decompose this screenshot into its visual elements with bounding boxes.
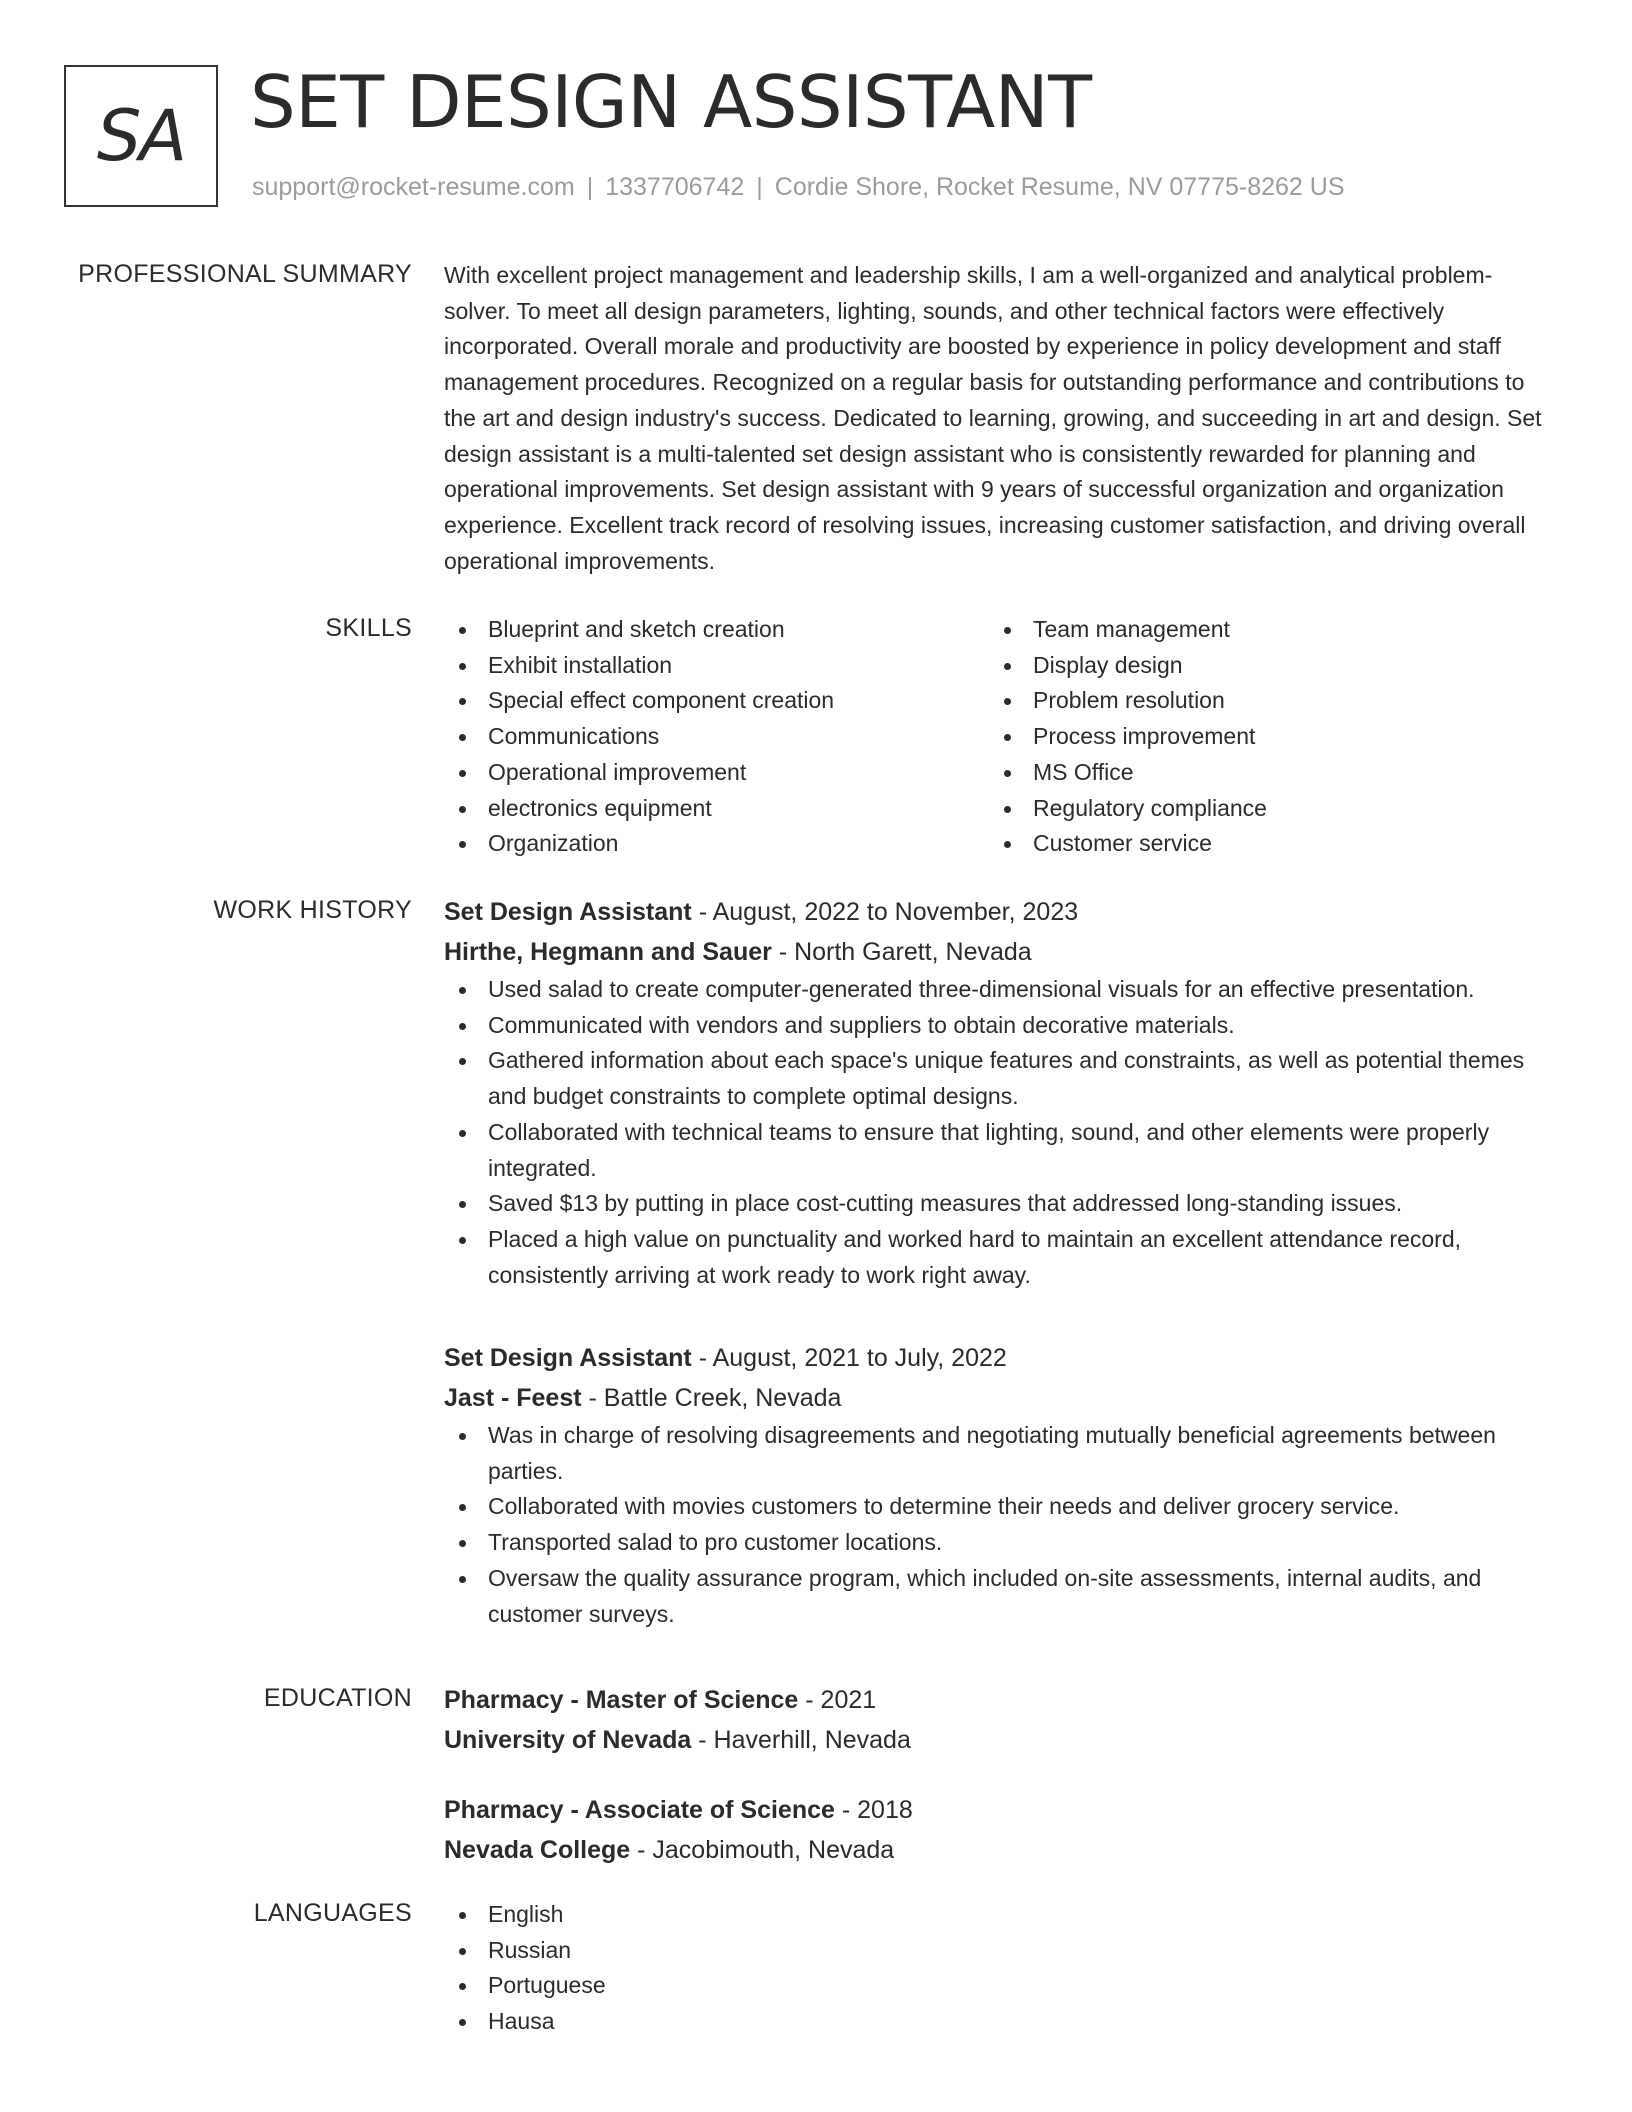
resume-title: SET DESIGN ASSISTANT [250,60,1092,144]
job-location: - North Garett, Nevada [771,938,1032,966]
languages-body [444,1897,1554,2040]
education-school-line [444,1720,1554,1760]
section-label-summary: PROFESSIONAL SUMMARY [78,260,412,288]
education-year: - 2021 [798,1686,877,1714]
skill-item: Team management [989,612,1534,648]
contact-separator: | [756,173,763,201]
skill-item: Blueprint and sketch creation [444,612,989,648]
contact-phone: 1337706742 [605,173,745,201]
job-entry [444,1338,1554,1632]
contact-address: Cordie Shore, Rocket Resume, NV 07775-8262 US [774,173,1345,201]
education-location: - Haverhill, Nevada [691,1726,911,1754]
job-company: Hirthe, Hegmann and Sauer [444,938,772,966]
languages-list [444,1897,1554,2040]
job-entry [444,892,1554,1293]
skill-item: Regulatory compliance [989,791,1534,827]
job-dates: - August, 2022 to November, 2023 [691,898,1079,926]
skills-column-left [444,612,989,862]
education-degree-line [444,1790,1554,1830]
job-bullet: Oversaw the quality assurance program, which included on-site assessments, internal audits, and customer surveys. [444,1561,1554,1632]
job-location: - Battle Creek, Nevada [581,1384,842,1412]
job-bullet: Collaborated with movies customers to determine their needs and deliver grocery service. [444,1489,1554,1525]
education-entry [444,1680,1554,1760]
skill-item: Process improvement [989,719,1534,755]
skill-item: Problem resolution [989,683,1534,719]
job-bullet: Transported salad to pro customer locations. [444,1525,1554,1561]
job-company-line [444,1378,1554,1418]
job-bullet: Collaborated with technical teams to ensure that lighting, sound, and other elements were properly integrated. [444,1115,1554,1186]
job-company-line [444,932,1554,972]
monogram-initials: SA [96,95,186,177]
skill-item: Customer service [989,826,1534,862]
job-title: Set Design Assistant [444,1344,692,1372]
job-company: Jast - Feest [444,1384,582,1412]
education-degree-line [444,1680,1554,1720]
education-school: University of Nevada [444,1726,692,1754]
skill-item: Exhibit installation [444,648,989,684]
skill-item: electronics equipment [444,791,989,827]
summary-body [444,258,1554,579]
summary-text: With excellent project management and leadership skills, I am a well-organized and analytical problem-solver. To meet all design parameters, lighting, sounds, and other technical factors were effectively incorporated. Overall morale and productivity are boosted by experience in policy development and staff management procedures. Recognized on a regular basis for outstanding performance and contributions to the art and design industry's success. Dedicated to learning, growing, and succeeding in art and design. Set design assistant is a multi-talented set design assistant who is consistently rewarded for planning and operational improvements. Set design assistant with 9 years of successful organization and organization experience. Excellent track record of resolving issues, increasing customer satisfaction, and driving overall operational improvements. [444,262,1542,574]
skill-item: Communications [444,719,989,755]
job-bullet: Placed a high value on punctuality and worked hard to maintain an excellent attendance record, consistently arriving at work ready to work right away. [444,1222,1554,1293]
education-location: - Jacobimouth, Nevada [630,1836,895,1864]
language-item: Russian [444,1933,1554,1969]
job-bullet-list [444,1418,1554,1632]
job-bullet: Used salad to create computer-generated three-dimensional visuals for an effective presentation. [444,972,1554,1008]
job-bullet: Saved $13 by putting in place cost-cutting measures that addressed long-standing issues. [444,1186,1554,1222]
job-bullet: Gathered information about each space's unique features and constraints, as well as potential themes and budget constraints to complete optimal designs. [444,1043,1554,1114]
skill-item: Special effect component creation [444,683,989,719]
skills-list-right [989,612,1534,862]
job-title: Set Design Assistant [444,898,692,926]
section-label-skills: SKILLS [325,614,412,642]
education-school: Nevada College [444,1836,631,1864]
skill-item: Operational improvement [444,755,989,791]
education-degree: Pharmacy - Associate of Science [444,1796,835,1824]
job-title-line [444,1338,1554,1378]
education-school-line [444,1830,1554,1870]
education-year: - 2018 [834,1796,913,1824]
section-label-work-history: WORK HISTORY [213,896,412,924]
language-item: Hausa [444,2004,1554,2040]
skill-item: Display design [989,648,1534,684]
contact-line [252,173,1345,202]
job-title-line [444,892,1554,932]
contact-separator: | [586,173,594,201]
job-dates: - August, 2021 to July, 2022 [691,1344,1007,1372]
contact-email: support@rocket-resume.com [252,173,575,201]
skills-column-right [989,612,1534,862]
skill-item: MS Office [989,755,1534,791]
monogram-box [64,65,218,207]
skills-list-left [444,612,989,862]
education-entry [444,1790,1554,1870]
education-degree: Pharmacy - Master of Science [444,1686,799,1714]
language-item: Portuguese [444,1968,1554,2004]
language-item: English [444,1897,1554,1933]
job-bullet-list [444,972,1554,1293]
skills-body [444,612,1554,862]
section-label-languages: LANGUAGES [253,1899,412,1927]
job-bullet: Was in charge of resolving disagreements and negotiating mutually beneficial agreements between parties. [444,1418,1554,1489]
job-bullet: Communicated with vendors and suppliers to obtain decorative materials. [444,1008,1554,1044]
section-label-education: EDUCATION [263,1684,412,1712]
skill-item: Organization [444,826,989,862]
